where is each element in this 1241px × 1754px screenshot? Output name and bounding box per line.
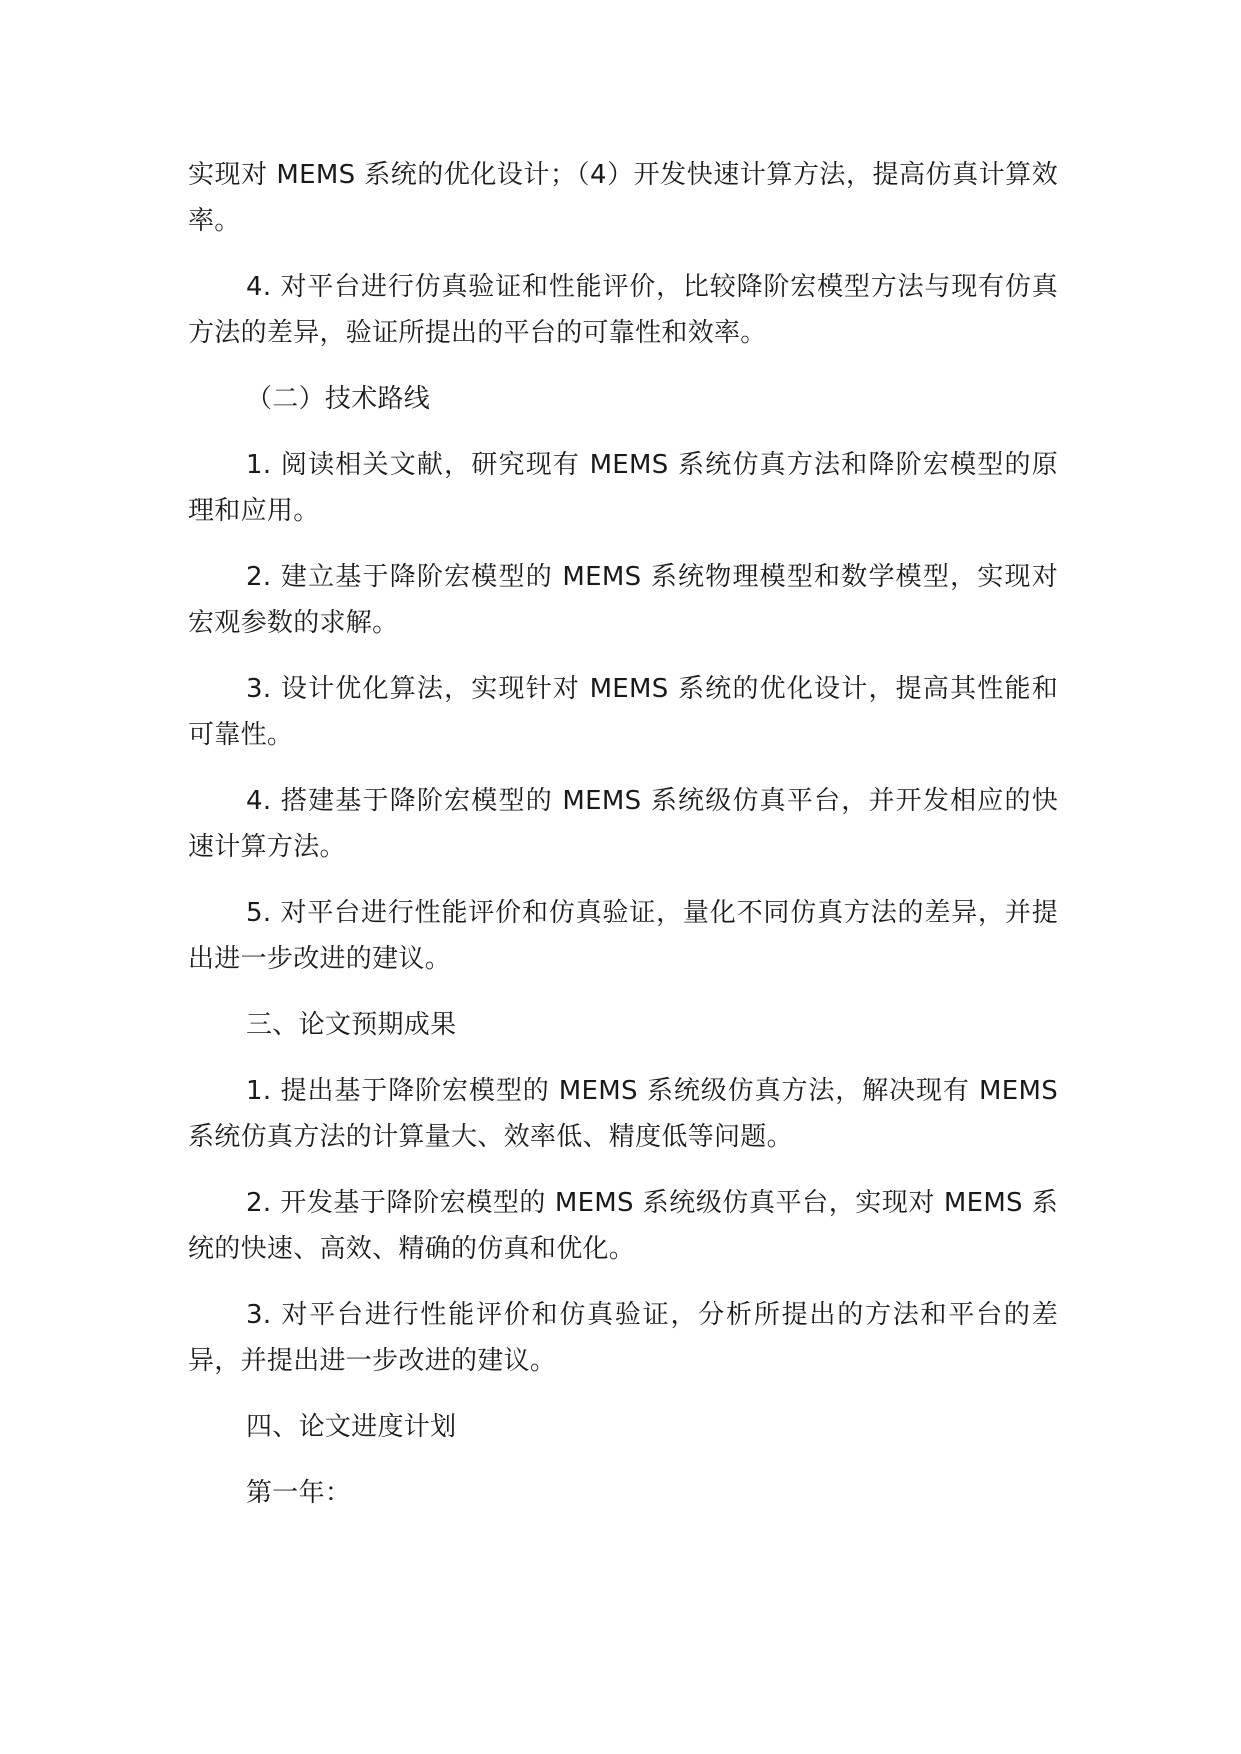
- paragraph-route-2: 2. 建立基于降阶宏模型的 MEMS 系统物理模型和数学模型，实现对宏观参数的求解。: [188, 562, 1058, 638]
- paragraph-continuation: 实现对 MEMS 系统的优化设计；（4）开发快速计算方法，提高仿真计算效率。: [188, 160, 1058, 236]
- paragraph-result-2: 2. 开发基于降阶宏模型的 MEMS 系统级仿真平台，实现对 MEMS 系统的快速、高效、精确的仿真和优化。: [188, 1188, 1058, 1264]
- section-heading-schedule: 四、论文进度计划: [246, 1412, 457, 1442]
- paragraph-result-1: 1. 提出基于降阶宏模型的 MEMS 系统级仿真方法，解决现有 MEMS 系统仿真方法的计算量大、效率低、精度低等问题。: [188, 1076, 1058, 1152]
- paragraph-route-5: 5. 对平台进行性能评价和仿真验证，量化不同仿真方法的差异，并提出进一步改进的建议。: [188, 898, 1058, 974]
- paragraph-result-3: 3. 对平台进行性能评价和仿真验证，分析所提出的方法和平台的差异，并提出进一步改进的建议。: [188, 1300, 1058, 1376]
- section-heading-technical-route: （二）技术路线: [246, 384, 431, 414]
- paragraph-route-1: 1. 阅读相关文献，研究现有 MEMS 系统仿真方法和降阶宏模型的原理和应用。: [188, 450, 1058, 526]
- paragraph-route-4: 4. 搭建基于降阶宏模型的 MEMS 系统级仿真平台，并开发相应的快速计算方法。: [188, 786, 1058, 862]
- paragraph-objective-4: 4. 对平台进行仿真验证和性能评价，比较降阶宏模型方法与现有仿真方法的差异，验证所提出的平台的可靠性和效率。: [188, 272, 1058, 348]
- document-body: [188, 152, 1058, 1536]
- schedule-first-year-label: 第一年：: [246, 1478, 352, 1508]
- paragraph-route-3: 3. 设计优化算法，实现针对 MEMS 系统的优化设计，提高其性能和可靠性。: [188, 674, 1058, 750]
- section-heading-expected-results: 三、论文预期成果: [246, 1010, 457, 1040]
